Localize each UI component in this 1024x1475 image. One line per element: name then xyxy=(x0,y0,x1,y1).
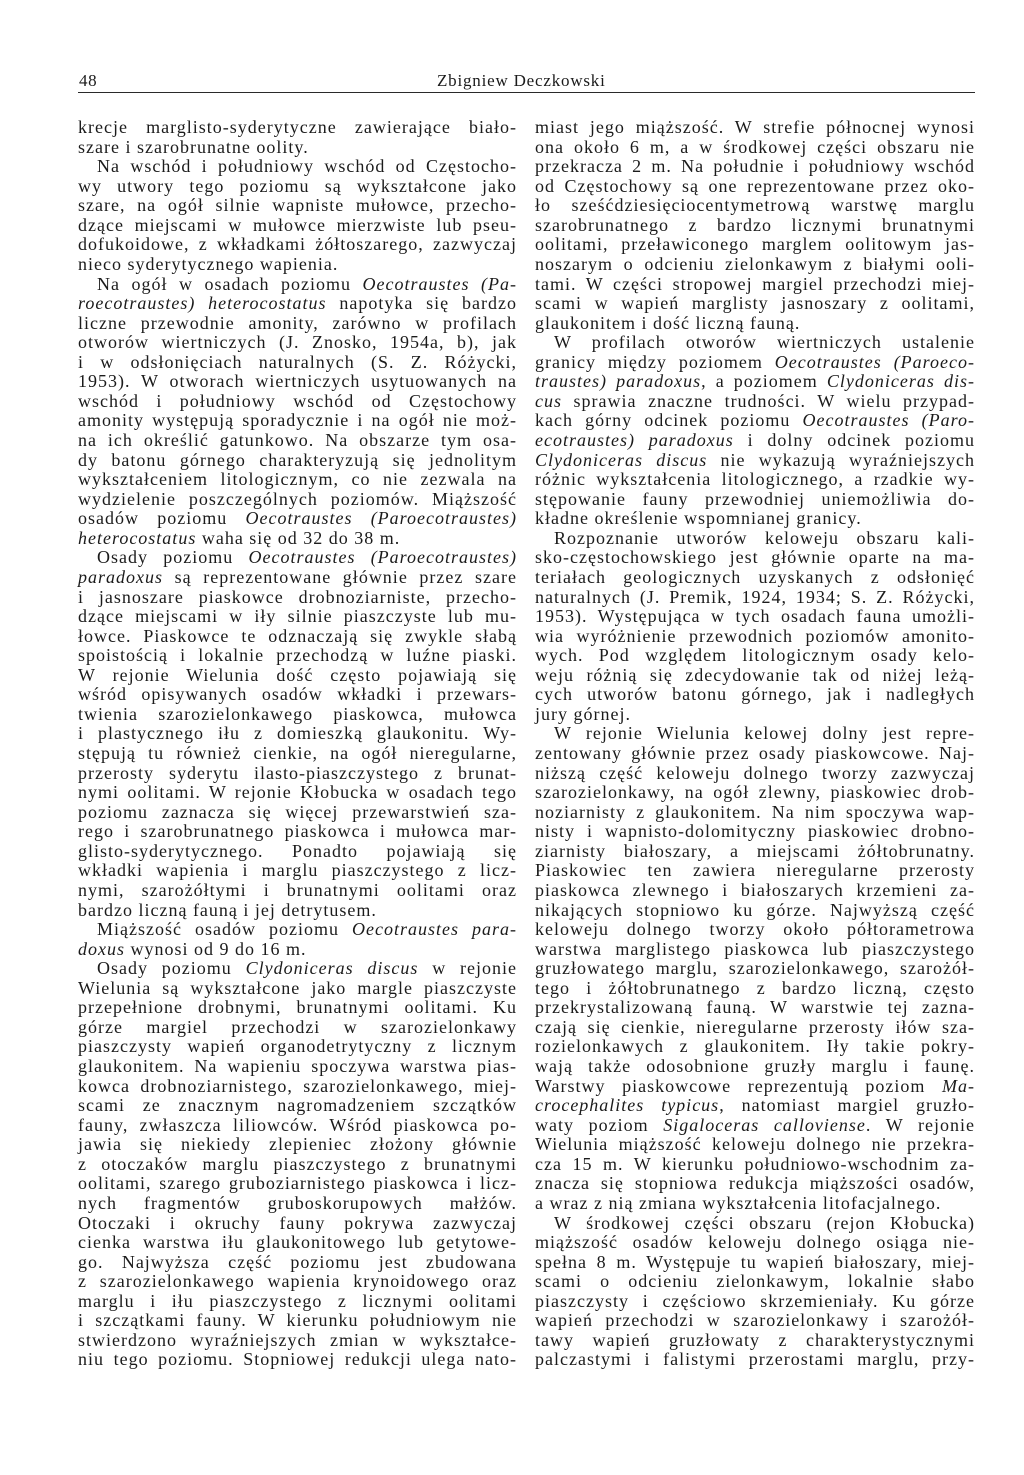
taxon-name: Clydoniceras discus xyxy=(535,449,708,470)
left-column xyxy=(78,118,517,1370)
taxon-name: Oecotraustes (Paroeco- xyxy=(774,351,975,372)
text-segment: granicy między poziomem xyxy=(535,351,775,372)
text-segment: sprawia znaczne trudności. W wielu przypad- xyxy=(562,390,975,411)
text-line: glaukonitem. Na wapieniu spoczywa warstwa pias- xyxy=(78,1056,517,1076)
text-line: miąższość osadów keloweju dolnego osiąga nie- xyxy=(535,1232,975,1253)
text-line: weju różnią się zdecydowanie tak od niżej leżą- xyxy=(535,664,975,685)
text-line xyxy=(78,294,517,314)
running-title-author: Zbigniew Deczkowski xyxy=(437,71,606,90)
text-line: wydzielenie poszczególnych poziomów. Miąższość xyxy=(78,488,517,509)
text-line: naturalnych (J. Premik, 1924, 1934; S. Z. Różycki, xyxy=(535,586,975,607)
text-line: przerosty syderytu ilasto-piaszczystego z brunat- xyxy=(78,762,517,783)
text-line: oolitami, szarego gruboziarnistego piaskowca i licz- xyxy=(78,1173,517,1194)
text-line: wy utwory tego poziomu są wykształcone jako xyxy=(78,175,517,196)
text-line: tami. W części stropowej margiel przechodzi miej- xyxy=(535,273,975,294)
paragraph xyxy=(535,118,975,333)
text-line: wschód i południowy wschód od Częstochowy xyxy=(78,390,517,411)
text-line: scami w wapień marglisty jasnoszary z oolitami, xyxy=(535,293,975,314)
text-line: sko-częstochowskiego jest głównie oparte na ma- xyxy=(535,547,975,568)
taxon-name: Oecotraustes (Paroecotraustes) xyxy=(248,547,517,568)
text-line: nikających stopniowo ku górze. Najwyższą część xyxy=(535,899,975,920)
text-line: rozielonkawych z glaukonitem. Iły takie pokry- xyxy=(535,1036,975,1057)
text-line: nymi oolitami. W rejonie Kłobucka w osadach tego xyxy=(78,782,517,803)
text-segment: waha się od 32 do 38 m. xyxy=(196,527,401,548)
text-line: nych fragmentów gruboskorupowych małżów. xyxy=(78,1192,517,1213)
text-line: piaszczysty i częściowo skrzemieniały. Ku górze xyxy=(535,1290,975,1311)
text-line: wapień przechodzi w szarozielonkawy i szarożół- xyxy=(535,1310,975,1331)
text-segment: i dolny odcinek poziomu xyxy=(733,430,975,450)
text-line: Na wschód i południowy wschód od Częstocho- xyxy=(97,156,517,177)
text-line: nieco syderytycznego wapienia. xyxy=(78,253,339,274)
taxon-name: Ma- xyxy=(942,1075,975,1096)
text-line: od Częstochowy są one reprezentowane przez oko- xyxy=(535,175,975,196)
paragraph xyxy=(78,548,517,920)
text-line: stępowanie fauny przewodniej uniemożliwia do- xyxy=(535,488,975,509)
text-line: wykształceniem litologicznym, co nie zezwala na xyxy=(78,469,517,490)
text-line: dzące miejscami w iły silnie piaszczyste lub mu- xyxy=(78,606,517,627)
taxon-name: traustes) paradoxus xyxy=(535,371,702,392)
text-segment: Osady poziomu xyxy=(97,958,246,979)
text-line: tego i żółtobrunatnego z bardzo liczną, często xyxy=(535,977,975,998)
text-line xyxy=(78,529,517,549)
text-line xyxy=(78,959,517,979)
running-header xyxy=(78,70,975,93)
text-line: tawy wapień gruzłowaty z charakterystycznymi xyxy=(535,1329,975,1350)
paragraph xyxy=(535,529,975,725)
text-line: W profilach otworów wiertniczych ustalenie xyxy=(554,332,975,353)
text-line xyxy=(535,392,975,412)
text-line: palczastymi i falistymi przerostami marglu, przy- xyxy=(535,1349,975,1370)
text-line: cza 15 m. W kierunku południowo-wschodnim za- xyxy=(535,1153,975,1174)
text-line xyxy=(535,1116,975,1136)
text-line: ona około 6 m, a w środkowej części obszaru nie xyxy=(535,136,975,157)
taxon-name: cus xyxy=(535,390,562,411)
text-segment: są reprezentowane głównie przez szare xyxy=(163,566,517,587)
text-line: W rejonie Wielunia kelowej dolny jest repre- xyxy=(554,723,975,744)
taxon-name: Oecotraustes (Pa- xyxy=(362,273,518,294)
text-segment: napotyka się bardzo xyxy=(326,293,517,314)
text-line: wkładki wapienia i marglu piaszczystego z licz- xyxy=(78,860,517,881)
text-line: wają także odosobnione gruzły marglu i faunę. xyxy=(535,1056,975,1076)
text-line: twienia szarozielonkawego piaskowca, mułowca xyxy=(78,703,517,724)
taxon-name: paradoxus xyxy=(78,566,163,587)
text-line: szarobrunatnego z bardzo licznymi brunatnymi xyxy=(535,214,975,235)
text-segment: Miąższość osadów poziomu xyxy=(97,919,352,940)
text-line: ło sześćdziesięciocentymetrową warstwę marglu xyxy=(535,195,975,216)
text-line: spoistością i lokalnie przechodzą w luźne piaski. xyxy=(78,645,517,666)
text-line: Otoczaki i okruchy fauny pokrywa zazwyczaj xyxy=(78,1212,517,1233)
paragraph xyxy=(78,920,517,959)
text-line: nisty i wapnisto-dolomityczny piaskowiec drobno- xyxy=(535,821,975,842)
text-line: ziarnisty białoszary, a miejscami żółtobrunatny. xyxy=(535,840,975,861)
text-line: kładne określenie wspomnianej granicy. xyxy=(535,508,862,529)
text-line: piaskowca zlewnego i białoszarych krzemieni za- xyxy=(535,879,975,900)
text-line: noszarym o odcieniu zielonkawym z białymi ooli- xyxy=(535,253,975,274)
text-line: spełna 8 m. Występuje tu wapień białoszary, miej- xyxy=(535,1251,975,1272)
text-segment: . W rejonie xyxy=(865,1114,975,1135)
taxon-name: roecotraustes) heterocostatus xyxy=(78,293,327,314)
text-line: wych. Pod względem litologicznym osady kelo- xyxy=(535,645,975,666)
text-line: dy batonu górnego charakteryzują się jednolitym xyxy=(78,449,517,470)
text-line: niu tego poziomu. Stopniowej redukcji ulega nato- xyxy=(78,1349,517,1370)
text-line: poziomu zaznacza się więcej przewarstwień sza- xyxy=(78,801,517,822)
text-segment: kach górny odcinek poziomu xyxy=(535,410,803,431)
text-line: łowce. Piaskowce te odznaczają się zwykle słabą xyxy=(78,625,517,646)
text-line: górze margiel przechodzi w szarozielonkawy xyxy=(78,1016,517,1037)
taxon-name: Clydoniceras dis- xyxy=(826,371,975,392)
text-segment: Warstwy piaskowcowe reprezentują poziom xyxy=(535,1075,942,1096)
paragraph xyxy=(78,157,517,274)
text-line xyxy=(535,1077,975,1097)
text-segment: Na ogół w osadach poziomu xyxy=(97,273,363,294)
text-line: otworów wiertniczych (J. Znosko, 1954a, b), jak xyxy=(78,332,517,353)
text-line: miast jego miąższość. W strefie północnej wynosi xyxy=(535,117,975,137)
text-line: fauny, zwłaszcza liliowców. Wśród piaskowca po- xyxy=(78,1114,517,1135)
taxon-name: Oecotraustes (Paro- xyxy=(802,410,975,431)
text-line: go. Najwyższa część poziomu jest zbudowana xyxy=(78,1251,517,1272)
text-line: amonity występują sporadycznie i na ogół nie moż- xyxy=(78,410,517,431)
text-line: liczne przewodnie amonity, zarówno w profilach xyxy=(78,312,517,333)
text-line: szare i szarobrunatne oolity. xyxy=(78,136,309,157)
text-line: piaszczysty wapień organodetrytyczny z licznym xyxy=(78,1036,517,1057)
text-line xyxy=(535,451,975,471)
text-line: i jasnoszare piaskowce drobnoziarniste, przecho- xyxy=(78,586,517,607)
text-line: keloweju dolnego tworzy około półtorametrowa xyxy=(535,919,975,940)
text-line: znacza się stopniowa redukcja miąższości osadów, xyxy=(535,1173,975,1194)
text-line xyxy=(535,353,975,373)
paragraph xyxy=(535,1214,975,1371)
text-line: niższą część keloweju dolnego tworzy zazwyczaj xyxy=(535,762,975,783)
text-line xyxy=(535,372,975,392)
paragraph xyxy=(78,275,517,549)
paragraph xyxy=(535,333,975,529)
text-line xyxy=(535,1096,975,1116)
text-line: warstwa marglistego piaskowca lub piaszczystego xyxy=(535,938,975,959)
text-line xyxy=(78,940,517,960)
text-line: dofukoidowe, z wkładkami żółtoszarego, zazwyczaj xyxy=(78,234,517,255)
text-segment: , a poziomem xyxy=(701,371,827,392)
text-line: z otoczaków marglu piaszczystego z brunatnymi xyxy=(78,1153,517,1174)
text-line: glaukonitem i dość liczną fauną. xyxy=(535,312,801,333)
text-segment: waty poziom xyxy=(535,1114,664,1135)
text-line: glisto-syderytycznego. Ponadto pojawiają się xyxy=(78,840,517,861)
text-line xyxy=(78,920,517,940)
text-line: 1953). W otworach wiertniczych usytuowanych na xyxy=(78,371,517,392)
text-line: czają się cienkie, nieregularne przerosty iłów sza- xyxy=(535,1016,975,1037)
text-line: szarozielonkawy, na ogół zlewny, piaskowiec drob- xyxy=(535,782,975,803)
text-line: przepełnione drobnymi, brunatnymi oolitami. Ku xyxy=(78,997,517,1018)
text-segment: wynosi od 9 do 16 m. xyxy=(125,938,307,959)
taxon-name: heterocostatus xyxy=(78,527,197,548)
text-line: stępują tu również cienkie, na ogół nieregularne, xyxy=(78,743,517,763)
text-line: zentowany głównie przez osady piaskowcowe. Naj- xyxy=(535,743,975,763)
text-line: oolitami, przeławiconego marglem oolitowym jas- xyxy=(535,234,975,255)
text-segment: , natomiast margiel gruzło- xyxy=(719,1095,975,1116)
text-line: na ich określić gatunkowo. Na obszarze tym osa- xyxy=(78,430,517,450)
text-line xyxy=(535,411,975,431)
taxon-name: Oecotraustes (Paroecotraustes) xyxy=(245,508,517,529)
page-number: 48 xyxy=(79,71,98,90)
taxon-name: doxus xyxy=(78,938,125,959)
text-line: szare, na ogół silnie wapniste mułowce, przecho- xyxy=(78,195,517,216)
text-line: jawia się niekiedy zlepieniec złożony głównie xyxy=(78,1134,517,1155)
text-line: dzące miejscami w mułowce mierzwiste lub pseu- xyxy=(78,214,517,235)
taxon-name: Clydoniceras discus xyxy=(245,958,419,979)
text-segment: w rejonie xyxy=(418,958,517,979)
text-segment: osadów poziomu xyxy=(78,508,246,529)
text-line: nymi, szarożółtymi i brunatnymi oolitami oraz xyxy=(78,879,517,900)
text-line: W środkowej części obszaru (rejon Kłobucka) xyxy=(554,1212,975,1233)
text-line: Wielunia miąższość keloweju dolnego nie przekra- xyxy=(535,1134,975,1155)
taxon-name: ecotraustes) paradoxus xyxy=(535,430,734,450)
text-line: marglu i iłu piaszczystego z licznymi oolitami xyxy=(78,1290,517,1311)
taxon-name: Oecotraustes para- xyxy=(352,919,517,940)
text-line: bardzo liczną fauną i jej detrytusem. xyxy=(78,899,377,920)
right-column xyxy=(535,118,975,1370)
text-line: noziarnisty z glaukonitem. Na nim spoczywa wap- xyxy=(535,801,975,822)
text-line: krecje marglisto-syderytyczne zawierające biało- xyxy=(78,117,517,137)
text-line: różnic wykształcenia litologicznego, a rzadkie wy- xyxy=(535,469,975,490)
text-line: rego i szarobrunatnego piaskowca i mułowca mar- xyxy=(78,821,517,842)
text-line: teriałach geologicznych uzyskanych z odsłonięć xyxy=(535,566,975,587)
text-segment: Osady poziomu xyxy=(97,547,249,568)
text-line: z szarozielonkawego wapienia krynoidowego oraz xyxy=(78,1271,517,1292)
text-line: gruzłowatego marglu, szarozielonkawego, szarożół- xyxy=(535,958,975,979)
text-line: W rejonie Wielunia dość często pojawiają się xyxy=(78,664,517,685)
text-line: i szczątkami fauny. W kierunku południowym nie xyxy=(78,1310,517,1331)
text-line: Wielunia są wykształcone jako margle piaszczyste xyxy=(78,977,517,998)
taxon-name: crocephalites typicus xyxy=(535,1095,720,1116)
text-line xyxy=(78,509,517,529)
paragraph xyxy=(535,724,975,1213)
text-line: a wraz z nią zmiana wykształcenia litofacjalnego. xyxy=(535,1192,942,1213)
text-line: przekracza 2 m. Na południe i południowy wschód xyxy=(535,156,975,177)
text-line: 1953). Występująca w tych osadach fauna umożli- xyxy=(535,606,975,627)
text-line: cych utworów batonu górnego, jak i nadległych xyxy=(535,684,975,705)
text-line: scami o odcieniu zielonkawym, lokalnie słabo xyxy=(535,1271,975,1292)
text-line: wia wyróżnienie przewodnich poziomów amonito- xyxy=(535,625,975,646)
text-line xyxy=(78,568,517,588)
text-line: jury górnej. xyxy=(535,703,631,724)
text-line: kowca drobnoziarnistego, szarozielonkawego, miej- xyxy=(78,1075,517,1096)
text-segment: nie wykazują wyraźniejszych xyxy=(707,449,975,470)
text-line xyxy=(535,431,975,451)
text-line: cienka warstwa iłu glaukonitowego lub getytowe- xyxy=(78,1232,517,1253)
text-line: przekrystalizowaną fauną. W warstwie tej zazna- xyxy=(535,997,975,1018)
paragraph xyxy=(78,118,517,157)
taxon-name: Sigaloceras calloviense xyxy=(663,1114,866,1135)
text-line: Piaskowiec ten zawiera nieregularne przerosty xyxy=(535,860,975,881)
text-line: stwierdzono wyraźniejszych zmian w wykształce- xyxy=(78,1329,517,1350)
text-line xyxy=(78,275,517,295)
text-line: i plastycznego iłu z domieszką glaukonitu. Wy- xyxy=(78,723,517,744)
paragraph xyxy=(78,959,517,1370)
text-line: Rozpoznanie utworów keloweju obszaru kali- xyxy=(554,527,975,548)
text-line: scami ze znacznym nagromadzeniem szczątków xyxy=(78,1095,517,1116)
text-line: i w odsłonięciach naturalnych (S. Z. Różycki, xyxy=(78,351,517,372)
text-line: wśród opisywanych osadów wkładki i przewars- xyxy=(78,684,517,705)
text-line xyxy=(78,548,517,568)
